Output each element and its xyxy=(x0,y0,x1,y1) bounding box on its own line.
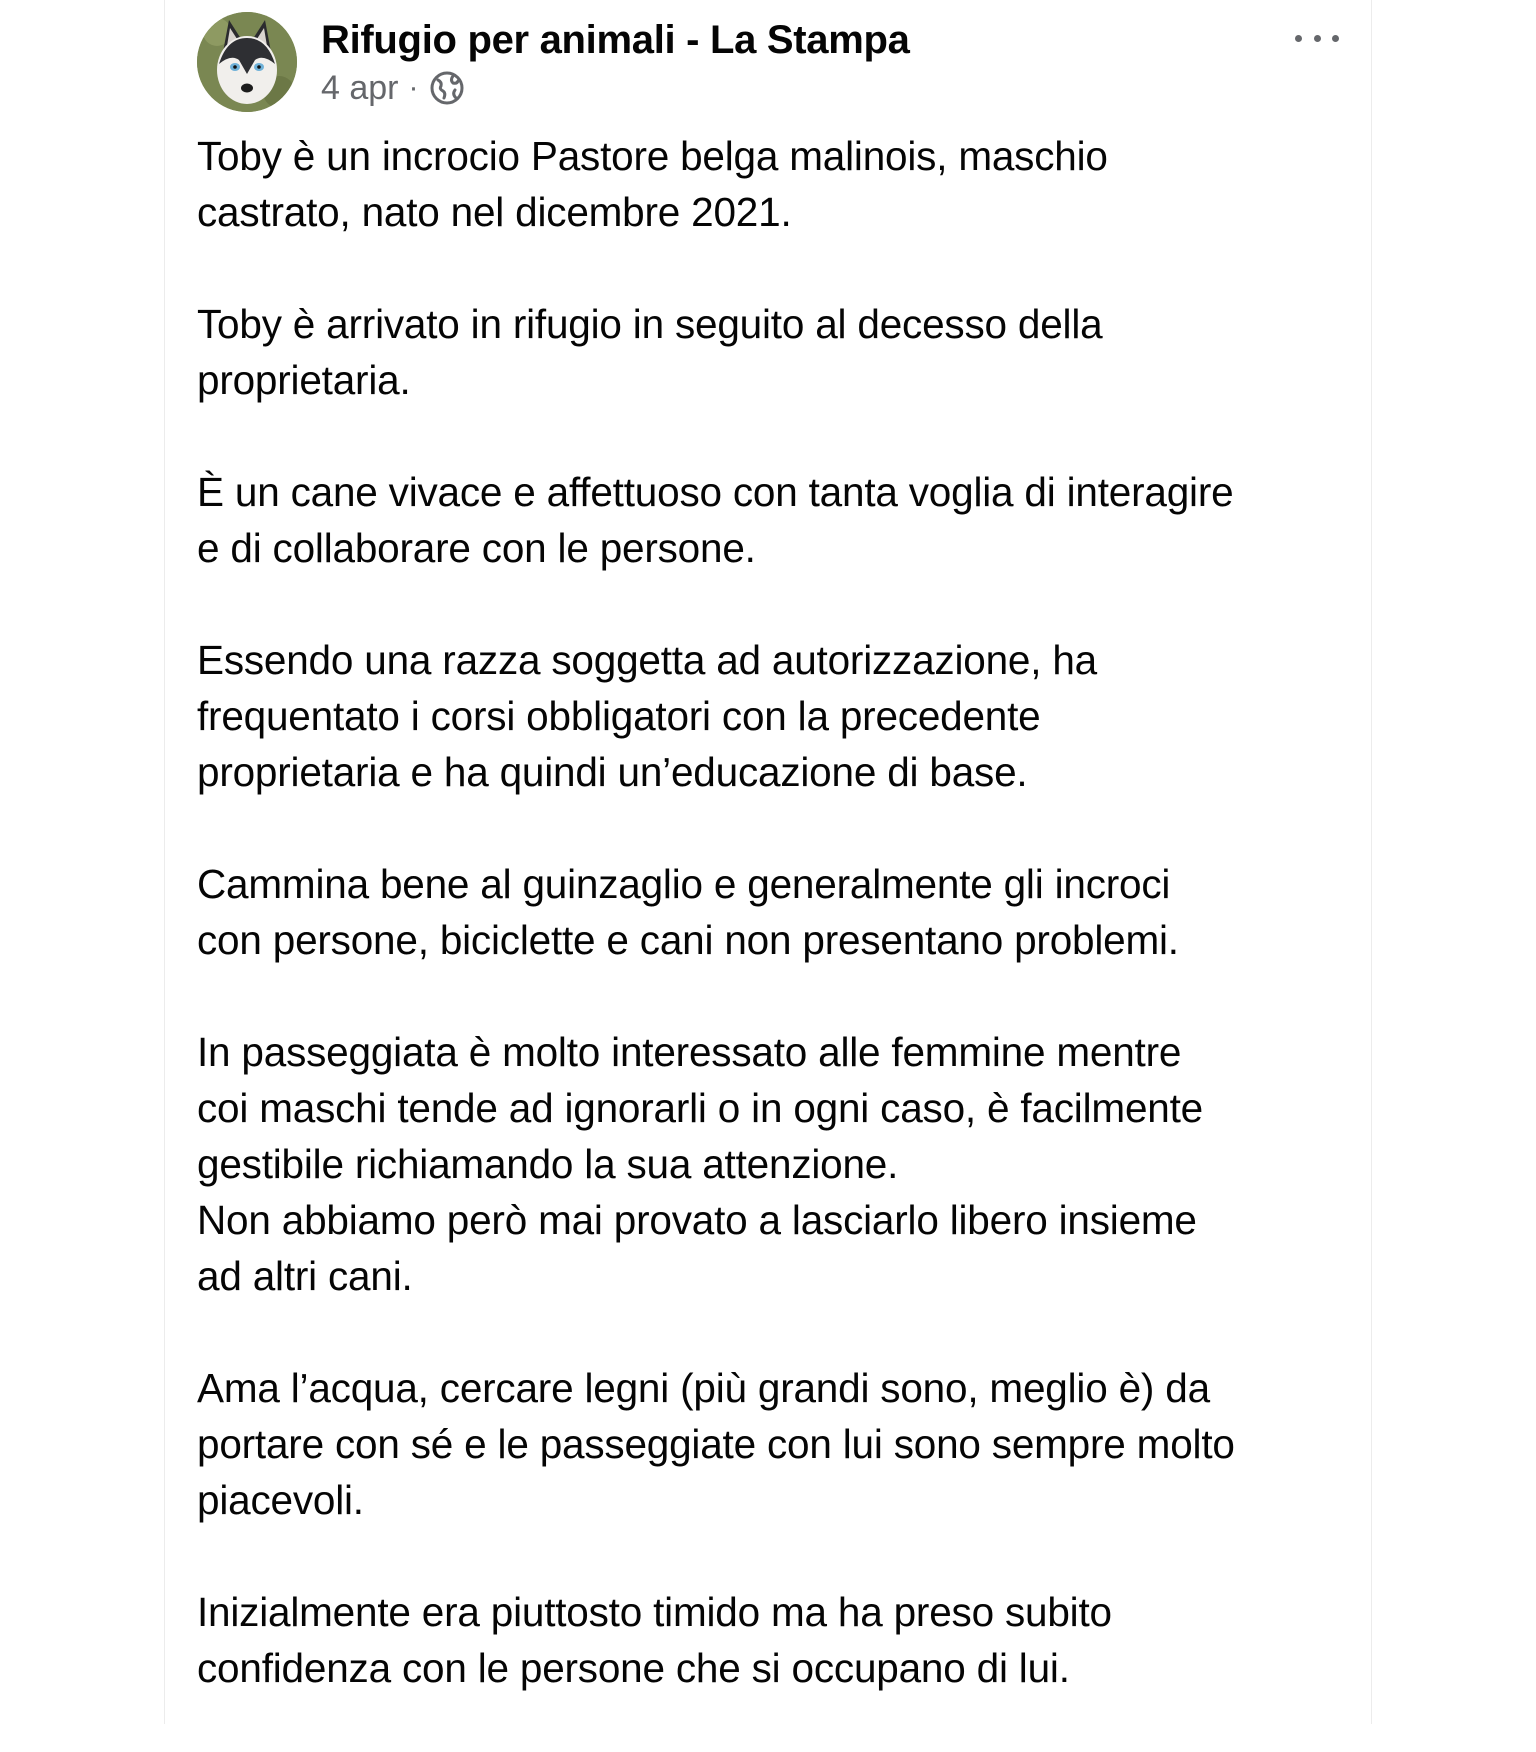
post-card xyxy=(164,0,1372,1724)
text-line: confidenza con le persone che si occupano di lui. xyxy=(197,1645,1070,1691)
text-line: portare con sé e le passeggiate con lui sono sempre molto xyxy=(197,1421,1235,1467)
text-line: Toby è un incrocio Pastore belga malinois, maschio xyxy=(197,133,1108,179)
text-line: In passeggiata è molto interessato alle femmine mentre xyxy=(197,1029,1182,1075)
text-line: Non abbiamo però mai provato a lasciarlo libero insieme xyxy=(197,1197,1197,1243)
text-line: Cammina bene al guinzaglio e generalmente gli incroci xyxy=(197,861,1171,907)
post-paragraph xyxy=(197,856,1357,968)
text-line: coi maschi tende ad ignorarli o in ogni caso, è facilmente xyxy=(197,1085,1203,1131)
text-line: con persone, biciclette e cani non presentano problemi. xyxy=(197,917,1179,963)
post-text xyxy=(197,128,1357,1752)
text-line: ad altri cani. xyxy=(197,1253,413,1299)
post-paragraph xyxy=(197,1584,1357,1696)
text-line: Inizialmente era piuttosto timido ma ha preso subito xyxy=(197,1589,1112,1635)
avatar[interactable] xyxy=(197,12,297,112)
text-line: È un cane vivace e affettuoso con tanta voglia di interagire xyxy=(197,469,1234,515)
text-line: Essendo una razza soggetta ad autorizzazione, ha xyxy=(197,637,1098,683)
post-paragraph xyxy=(197,1024,1357,1304)
page-name[interactable]: Rifugio per animali - La Stampa xyxy=(321,18,910,62)
text-line: proprietaria. xyxy=(197,357,411,403)
post-paragraph xyxy=(197,296,1357,408)
more-options-icon[interactable] xyxy=(1295,26,1339,50)
text-line: e di collaborare con le persone. xyxy=(197,525,756,571)
dot xyxy=(1295,35,1302,42)
text-line: Ama l’acqua, cercare legni (più grandi sono, meglio è) da xyxy=(197,1365,1210,1411)
post-paragraph xyxy=(197,1360,1357,1528)
dot xyxy=(1314,35,1321,42)
text-line: Toby è arrivato in rifugio in seguito al decesso della xyxy=(197,301,1103,347)
meta-separator: · xyxy=(408,71,419,104)
post-header xyxy=(197,12,1339,112)
husky-avatar-icon xyxy=(197,12,297,112)
post-paragraph xyxy=(197,128,1357,240)
text-line: proprietaria e ha quindi un’educazione di base. xyxy=(197,749,1028,795)
dot xyxy=(1332,35,1339,42)
text-line: gestibile richiamando la sua attenzione. xyxy=(197,1141,899,1187)
post-meta xyxy=(321,68,465,108)
text-line: frequentato i corsi obbligatori con la precedente xyxy=(197,693,1041,739)
text-line: piacevoli. xyxy=(197,1477,364,1523)
post-paragraph xyxy=(197,464,1357,576)
post-date[interactable]: 4 apr xyxy=(321,68,399,107)
globe-icon[interactable] xyxy=(429,70,465,106)
text-line: castrato, nato nel dicembre 2021. xyxy=(197,189,792,235)
post-paragraph xyxy=(197,632,1357,800)
